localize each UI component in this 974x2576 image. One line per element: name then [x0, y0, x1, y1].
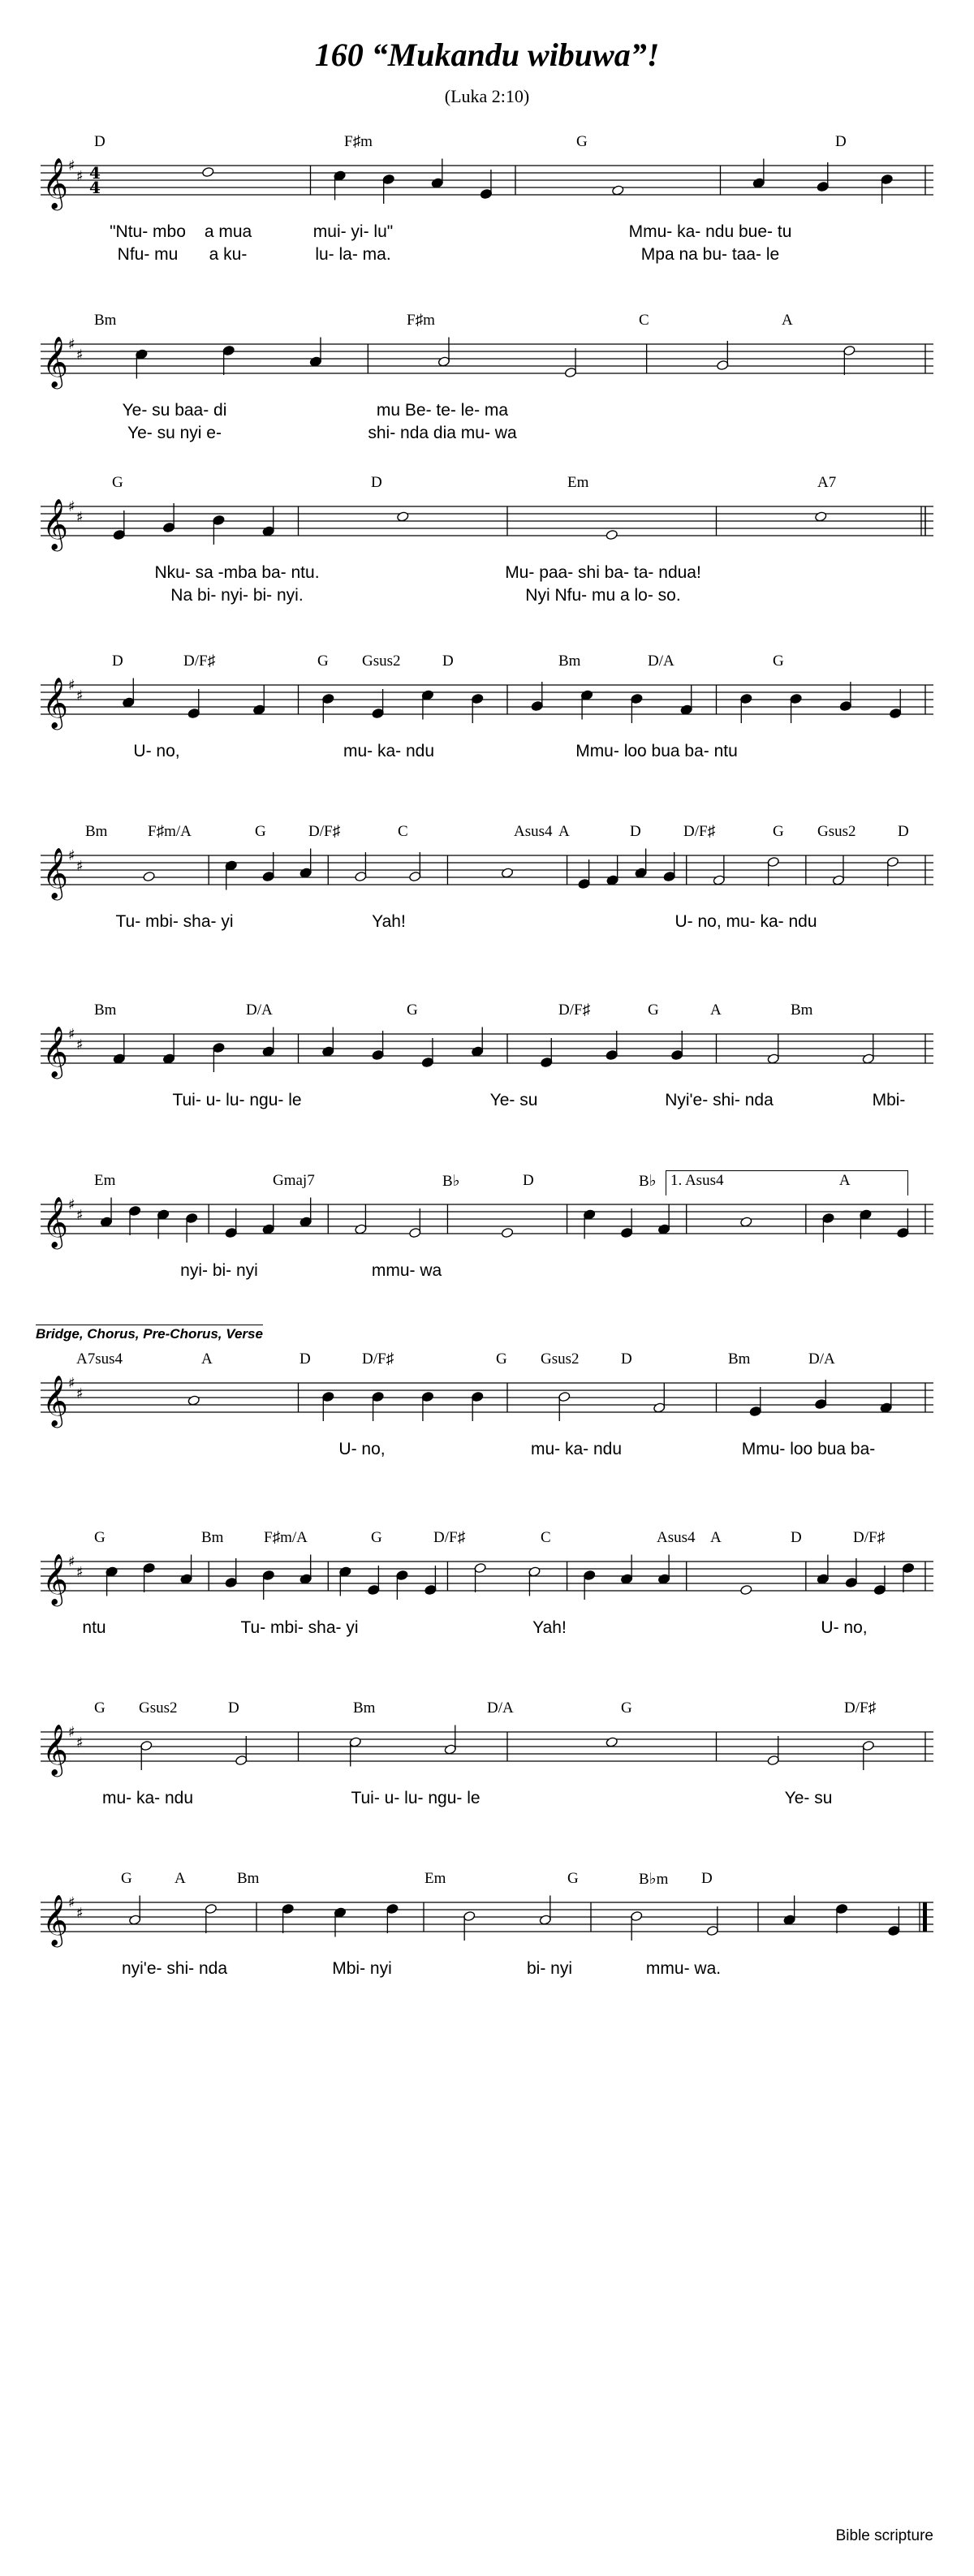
sharp-icon: ♯	[76, 1385, 84, 1402]
staff	[41, 1724, 933, 1794]
chord-symbol: D	[701, 1870, 713, 1887]
lyric-text: Ye- su	[784, 1789, 833, 1807]
lyric-text: Mmu- loo bua ba-	[741, 1440, 876, 1458]
chord-symbol: C	[541, 1529, 551, 1546]
lyric-text: "Ntu- mbo	[110, 222, 186, 241]
sharp-icon: ♯	[68, 1894, 75, 1911]
footer-text: Bible scripture	[835, 2527, 933, 2544]
chord-symbol: D	[630, 823, 641, 840]
chord-symbol: D/F♯	[362, 1350, 394, 1368]
lyric-text: Na bi- nyi- bi- nyi.	[170, 586, 304, 605]
treble-clef-icon: 𝄞	[42, 336, 68, 387]
chord-symbol: F♯m	[344, 133, 373, 150]
lyric-text: Mbi- nyi	[332, 1959, 392, 1978]
lyric-text: Mmu- ka- ndu bue- tu	[628, 222, 792, 241]
treble-clef-icon: 𝄞	[42, 1894, 68, 1945]
chord-symbol: D/A	[648, 653, 674, 670]
lyric-text: Nyi Nfu- mu a lo- so.	[525, 586, 681, 605]
chord-symbol: F♯m	[407, 312, 435, 329]
lyric-text: Mu- paa- shi ba- ta- ndua!	[505, 563, 701, 582]
chord-symbol: G	[317, 653, 329, 670]
chord-symbol: Gmaj7	[273, 1172, 315, 1189]
chord-symbol: B♭	[639, 1173, 657, 1190]
treble-clef-icon: 𝄞	[42, 157, 68, 209]
staff	[41, 157, 933, 227]
chord-symbol: D/A	[246, 1002, 273, 1019]
chord-symbol: D	[300, 1350, 311, 1368]
sharp-icon: ♯	[68, 157, 75, 174]
lyric-text: U- no,	[133, 742, 180, 760]
chord-symbol: G	[648, 1002, 659, 1019]
chord-symbol: D/F♯	[844, 1699, 877, 1717]
sharp-icon: ♯	[68, 336, 75, 353]
svg-text:4: 4	[89, 163, 101, 183]
staff	[41, 1196, 933, 1266]
chord-symbol: A	[782, 312, 793, 329]
chord-symbol: D	[835, 133, 847, 150]
chord-symbol: D/F♯	[433, 1529, 466, 1546]
chord-symbol: F♯m/A	[264, 1529, 308, 1546]
chord-symbol: A	[710, 1002, 722, 1019]
lyric-text: shi- nda dia mu- wa	[368, 424, 517, 442]
sharp-icon: ♯	[68, 677, 75, 694]
song-title: 160 “Mukandu wibuwa”!	[314, 37, 660, 73]
lyric-text: Tu- mbi- sha- yi	[240, 1618, 359, 1637]
chord-symbol: G	[621, 1699, 632, 1717]
sharp-icon: ♯	[76, 1207, 84, 1224]
lyric-text: Nyi'e- shi- nda	[665, 1091, 774, 1109]
chord-symbol: G	[773, 823, 784, 840]
sharp-icon: ♯	[76, 1564, 84, 1581]
chord-symbol: D	[621, 1350, 632, 1368]
chord-symbol: G	[94, 1529, 106, 1546]
chord-symbol: Bm	[728, 1350, 751, 1368]
chord-symbol: A	[175, 1870, 186, 1887]
lyric-text: nyi- bi- nyi	[180, 1261, 258, 1280]
lyric-text: a ku-	[209, 245, 248, 264]
sharp-icon: ♯	[76, 858, 84, 875]
chord-symbol: G	[496, 1350, 507, 1368]
lyric-text: mu- ka- ndu	[530, 1440, 623, 1458]
chord-symbol: A	[558, 823, 570, 840]
sharp-icon: ♯	[76, 1905, 84, 1922]
treble-clef-icon: 𝄞	[42, 1553, 68, 1605]
chord-symbol: Em	[425, 1870, 446, 1887]
chord-symbol: G	[94, 1699, 106, 1717]
chord-symbol: Gsus2	[817, 823, 856, 840]
sharp-icon: ♯	[68, 498, 75, 515]
chord-symbol: C	[398, 823, 408, 840]
staff	[41, 847, 933, 917]
lyric-text: Ye- su nyi e-	[127, 424, 222, 442]
chord-symbol: G	[407, 1002, 418, 1019]
sharp-icon: ♯	[76, 687, 84, 704]
chord-symbol: G	[371, 1529, 382, 1546]
chord-symbol: Gsus2	[362, 653, 401, 670]
sharp-icon: ♯	[76, 168, 84, 185]
sharp-icon: ♯	[68, 1026, 75, 1043]
chord-symbol: Bm	[94, 1002, 117, 1019]
lyric-text: Tui- u- lu- ngu- le	[172, 1091, 302, 1109]
chord-symbol: Bm	[558, 653, 581, 670]
lyric-text: mui- yi- lu"	[312, 222, 394, 241]
sharp-icon: ♯	[76, 1734, 84, 1751]
chord-symbol: G	[121, 1870, 132, 1887]
lyric-text: Tu- mbi- sha- yi	[115, 912, 234, 931]
lyric-text: Mbi-	[872, 1091, 906, 1109]
chord-symbol: Em	[567, 474, 589, 491]
lyric-text: mmu- wa.	[645, 1959, 722, 1978]
treble-clef-icon: 𝄞	[42, 498, 68, 549]
chord-symbol: Em	[94, 1172, 116, 1189]
lyric-text: a mua	[204, 222, 252, 241]
staff	[41, 1026, 933, 1096]
treble-clef-icon: 𝄞	[42, 847, 68, 898]
lyric-text: bi- nyi	[526, 1959, 573, 1978]
chord-symbol: Bm	[85, 823, 108, 840]
treble-clef-icon: 𝄞	[42, 677, 68, 728]
chord-symbol: Asus4	[514, 823, 553, 840]
lyric-text: Yah!	[372, 912, 406, 931]
chord-symbol: Bm	[94, 312, 117, 329]
lyric-text: Tui- u- lu- ngu- le	[351, 1789, 481, 1807]
chord-symbol: D/A	[487, 1699, 514, 1717]
sharp-icon: ♯	[68, 1375, 75, 1392]
svg-text:4: 4	[89, 178, 101, 197]
lyric-text: U- no,	[338, 1440, 386, 1458]
chord-symbol: A7sus4	[76, 1350, 123, 1368]
lyric-text: ntu	[82, 1618, 106, 1637]
lyric-text: U- no, mu- ka- ndu	[674, 912, 817, 931]
chord-symbol: B♭	[442, 1173, 460, 1190]
chord-symbol: Bm	[791, 1002, 813, 1019]
chord-symbol: D/F♯	[853, 1529, 886, 1546]
sharp-icon: ♯	[68, 1196, 75, 1213]
chord-symbol: Asus4	[657, 1529, 696, 1546]
lyric-text: Nfu- mu	[117, 245, 179, 264]
treble-clef-icon: 𝄞	[42, 1026, 68, 1077]
sharp-icon: ♯	[68, 847, 75, 864]
chord-symbol: B♭m	[639, 1871, 669, 1888]
chord-symbol: Gsus2	[541, 1350, 580, 1368]
chord-symbol: Bm	[353, 1699, 376, 1717]
chord-symbol: D	[371, 474, 382, 491]
chord-symbol: G	[567, 1870, 579, 1887]
chord-symbol: G	[773, 653, 784, 670]
chord-symbol: D	[94, 133, 106, 150]
chord-symbol: D/F♯	[683, 823, 716, 840]
sharp-icon: ♯	[68, 1724, 75, 1741]
chord-symbol: A	[838, 1172, 851, 1189]
chord-symbol: D	[442, 653, 454, 670]
lyric-text: U- no,	[821, 1618, 868, 1637]
chord-symbol: D	[112, 653, 123, 670]
sharp-icon: ♯	[76, 509, 84, 526]
lyric-text: Yah!	[532, 1618, 567, 1637]
chord-symbol: A7	[817, 474, 837, 491]
treble-clef-icon: 𝄞	[42, 1724, 68, 1775]
chord-symbol: G	[255, 823, 266, 840]
sharp-icon: ♯	[68, 1553, 75, 1570]
lyric-text: Mmu- loo bua ba- ntu	[575, 742, 738, 760]
lyric-text: nyi'e- shi- nda	[121, 1959, 228, 1978]
lyric-text: Mpa na bu- taa- le	[640, 245, 780, 264]
treble-clef-icon: 𝄞	[42, 1375, 68, 1426]
chord-symbol: G	[576, 133, 588, 150]
lyric-text: Ye- su baa- di	[122, 401, 227, 420]
staff	[41, 677, 933, 747]
chord-symbol: A	[710, 1529, 722, 1546]
sharp-icon: ♯	[76, 347, 84, 364]
lyric-text: Nku- sa -mba ba- ntu.	[154, 563, 320, 582]
chord-symbol: D/F♯	[308, 823, 341, 840]
chord-symbol: D	[523, 1172, 534, 1189]
staff	[41, 1375, 933, 1445]
staff	[41, 336, 933, 406]
lyric-text: mmu- wa	[371, 1261, 442, 1280]
chord-symbol: D/F♯	[558, 1002, 591, 1019]
chord-symbol: D	[228, 1699, 239, 1717]
chord-symbol: D	[898, 823, 909, 840]
chord-symbol: D/A	[808, 1350, 835, 1368]
lyric-text: mu- ka- ndu	[343, 742, 435, 760]
chord-symbol: Gsus2	[139, 1699, 178, 1717]
rehearsal-mark: Bridge, Chorus, Pre-Chorus, Verse	[36, 1326, 263, 1342]
chord-symbol: A	[201, 1350, 213, 1368]
staff	[41, 498, 933, 568]
chord-symbol: F♯m/A	[148, 823, 192, 840]
lyric-text: mu- ka- ndu	[101, 1789, 194, 1807]
chord-symbol: D/F♯	[183, 653, 216, 670]
staff	[41, 1553, 933, 1623]
volta-label: 1. Asus4	[670, 1172, 724, 1189]
staff	[41, 1894, 933, 1964]
chord-symbol: C	[639, 312, 649, 329]
scripture-reference: (Luka 2:10)	[444, 86, 530, 106]
chord-symbol: Bm	[201, 1529, 224, 1546]
lyric-text: Ye- su	[489, 1091, 538, 1109]
chord-symbol: D	[791, 1529, 802, 1546]
sharp-icon: ♯	[76, 1036, 84, 1053]
chord-symbol: G	[112, 474, 123, 491]
treble-clef-icon: 𝄞	[42, 1196, 68, 1247]
chord-symbol: Bm	[237, 1870, 260, 1887]
lyric-text: mu Be- te- le- ma	[376, 401, 509, 420]
lyric-text: lu- la- ma.	[315, 245, 391, 264]
